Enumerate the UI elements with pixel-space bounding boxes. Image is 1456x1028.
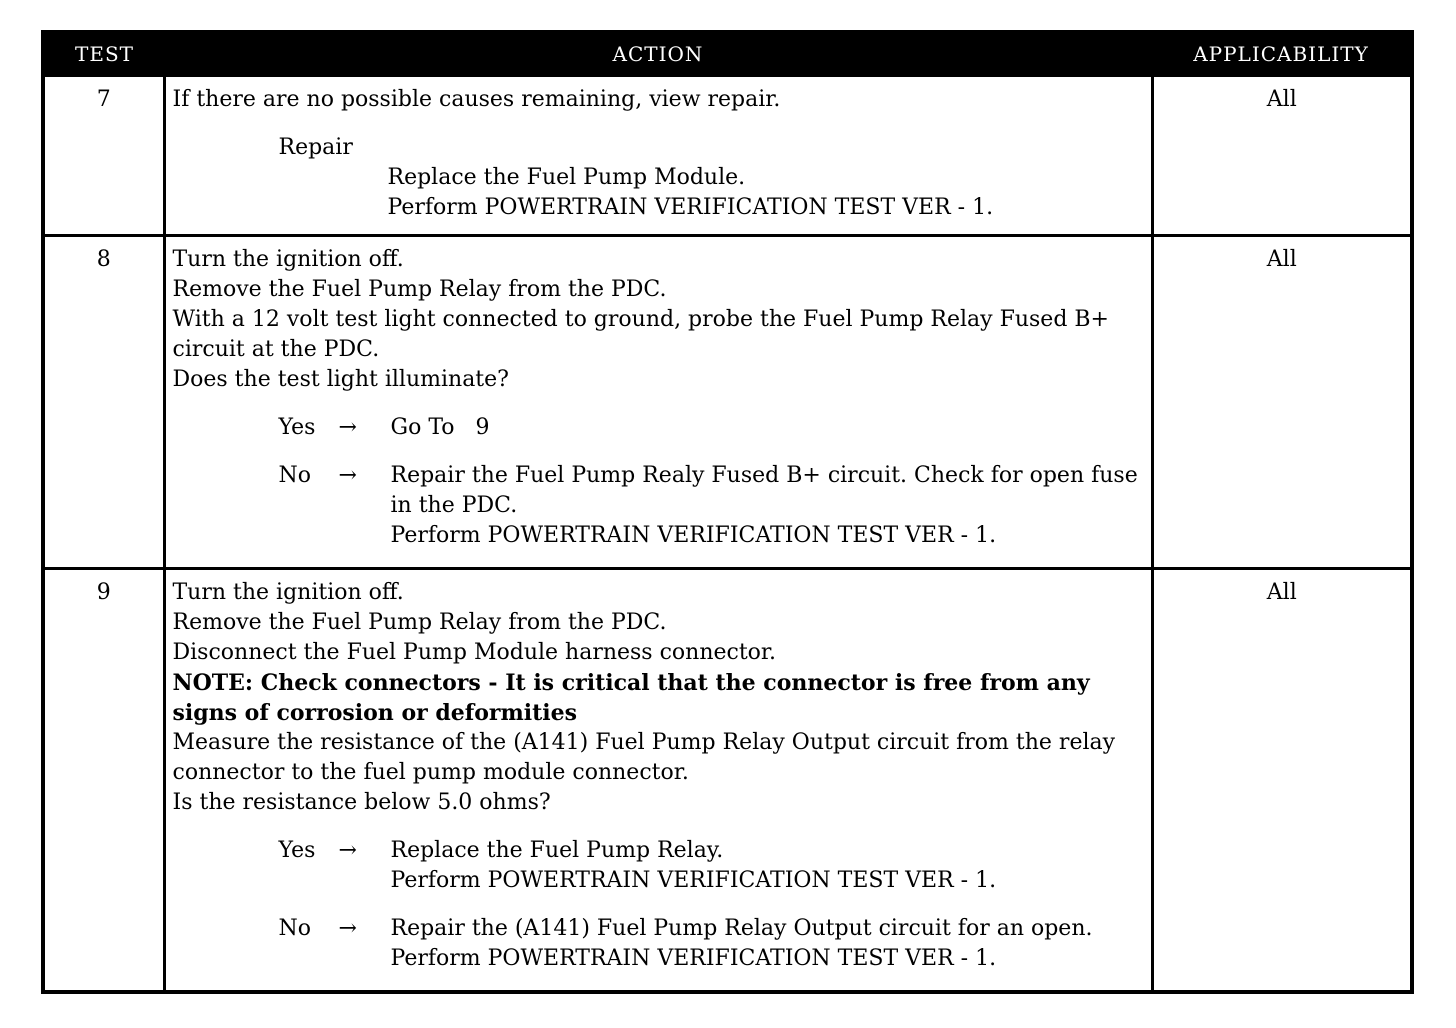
no-branch (279, 461, 1147, 551)
no-branch (279, 914, 1147, 974)
header-action: ACTION (164, 32, 1152, 76)
result-line: in the PDC. (390, 493, 518, 518)
yes-result (391, 836, 1147, 896)
action-cell (164, 76, 1152, 236)
diagnostic-page (41, 30, 1410, 994)
table-row-test-8 (43, 236, 1412, 569)
test-number: 8 (43, 236, 164, 569)
test-number: 7 (43, 76, 164, 236)
result-line: Go To 9 (390, 415, 490, 440)
action-cell (164, 236, 1152, 569)
table-row-test-7 (43, 76, 1412, 236)
yes-result (391, 413, 1147, 443)
action-line: Is the resistance below 5.0 ohms? (172, 790, 551, 815)
result-line: Perform POWERTRAIN VERIFICATION TEST VER - 1. (390, 946, 997, 971)
action-line: Remove the Fuel Pump Relay from the PDC. (172, 610, 667, 635)
action-line: Does the test light illuminate? (172, 367, 509, 392)
yes-label: Yes (278, 415, 316, 440)
result-line: Replace the Fuel Pump Relay. (390, 838, 724, 863)
applicability-value: All (1152, 76, 1412, 236)
arrow-right-icon: → (338, 415, 357, 440)
table-header (43, 32, 1412, 76)
repair-line: Perform POWERTRAIN VERIFICATION TEST VER - 1. (387, 195, 994, 220)
applicability-value: All (1152, 236, 1412, 569)
yes-label: Yes (278, 838, 316, 863)
repair-label: Repair (278, 135, 353, 160)
diagnostic-test-table (41, 30, 1414, 994)
no-label: No (278, 463, 311, 488)
action-line: If there are no possible causes remaining, view repair. (172, 87, 781, 112)
result-line: Repair the (A141) Fuel Pump Relay Output circuit for an open. (390, 916, 1093, 941)
action-line: circuit at the PDC. (172, 337, 380, 362)
note-line: NOTE: Check connectors - It is critical that the connector is free from any (172, 670, 1090, 696)
result-line: Perform POWERTRAIN VERIFICATION TEST VER - 1. (390, 868, 997, 893)
no-result (391, 461, 1147, 551)
action-line: Measure the resistance of the (A141) Fuel Pump Relay Output circuit from the relay (172, 730, 1116, 755)
action-line: With a 12 volt test light connected to ground, probe the Fuel Pump Relay Fused B+ (172, 307, 1109, 332)
no-label: No (278, 916, 311, 941)
result-line: Perform POWERTRAIN VERIFICATION TEST VER - 1. (390, 523, 997, 548)
arrow-right-icon: → (338, 838, 357, 863)
no-result (391, 914, 1147, 974)
test-number: 9 (43, 569, 164, 992)
yes-branch (279, 413, 1147, 443)
action-line: Turn the ignition off. (172, 580, 404, 605)
action-line: connector to the fuel pump module connector. (172, 760, 689, 785)
note-line: signs of corrosion or deformities (172, 700, 578, 726)
table-row-test-9 (43, 569, 1412, 992)
header-applicability: APPLICABILITY (1152, 32, 1412, 76)
action-line: Turn the ignition off. (172, 247, 404, 272)
arrow-right-icon: → (338, 463, 357, 488)
header-test: TEST (43, 32, 164, 76)
yes-branch (279, 836, 1147, 896)
repair-line: Replace the Fuel Pump Module. (387, 165, 746, 190)
result-line: Repair the Fuel Pump Realy Fused B+ circuit. Check for open fuse (390, 463, 1138, 488)
action-line: Disconnect the Fuel Pump Module harness connector. (172, 640, 777, 665)
action-cell (164, 569, 1152, 992)
arrow-right-icon: → (338, 916, 357, 941)
action-line: Remove the Fuel Pump Relay from the PDC. (172, 277, 667, 302)
applicability-value: All (1152, 569, 1412, 992)
